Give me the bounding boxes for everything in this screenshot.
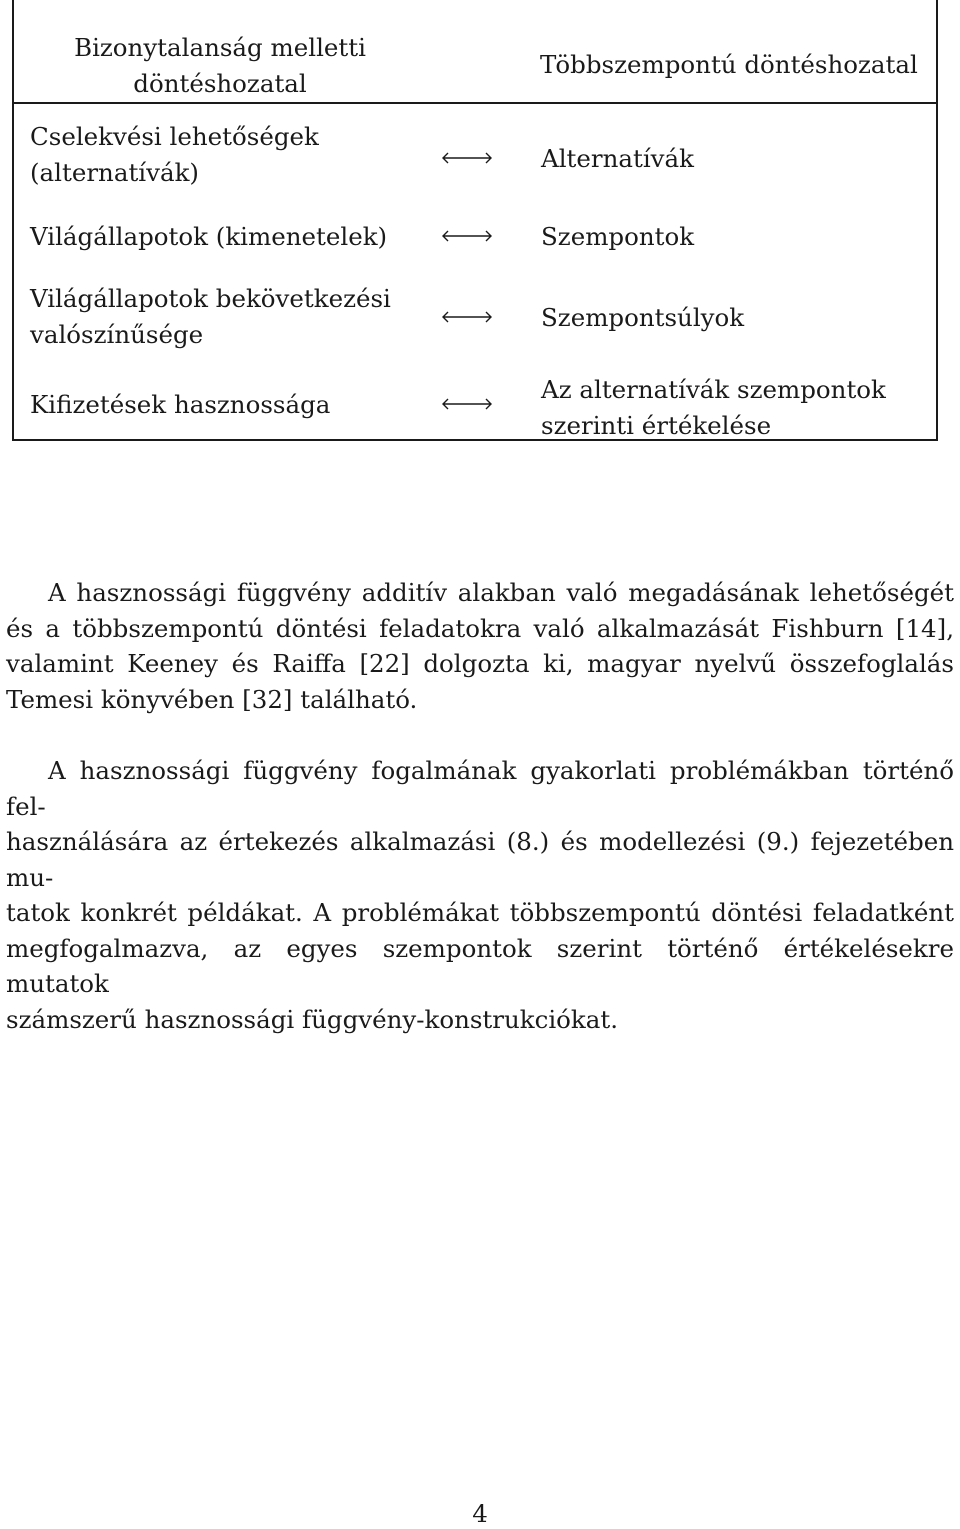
long-left-right-arrow-icon — [442, 397, 492, 411]
paragraph-2 — [6, 753, 954, 1037]
table-row-4-right: Az alternatívák szempontok szerinti értékelése — [541, 375, 886, 440]
table-row-3-right: Szempontsúlyok — [541, 303, 745, 332]
paragraph-line: tatok konkrét példákat. A problémákat többszempontú döntési feladatként — [6, 898, 954, 927]
long-left-right-arrow-icon — [442, 151, 492, 165]
paragraph-line: számszerű hasznossági függvény-konstrukciókat. — [6, 1004, 619, 1034]
table-row-4-left: Kifizetések hasznossága — [30, 390, 331, 419]
paragraph-line: megfogalmazva, az egyes szempontok szerint történő értékelésekre mutatok — [6, 933, 954, 998]
paragraph-line: Temesi könyvében [32] található. — [6, 684, 418, 714]
paragraph-line: valamint Keeney és Raiffa [22] dolgozta ki, magyar nyelvű összefoglalás — [6, 649, 954, 678]
paragraph-line: A hasznossági függvény fogalmának gyakorlati problémákban történő fel- — [6, 756, 954, 821]
table-header-left: Bizonytalanság melletti döntéshozatal — [74, 33, 366, 98]
long-left-right-arrow-icon — [442, 229, 492, 243]
paragraph-1 — [6, 575, 954, 717]
paragraph-line: A hasznossági függvény additív alakban való megadásának lehetőségét — [48, 578, 954, 607]
table-header-rule — [12, 102, 938, 104]
paragraph-line: és a többszempontú döntési feladatokra való alkalmazását Fishburn [14], — [6, 613, 954, 643]
table-row-1-left: Cselekvési lehetőségek (alternatívák) — [30, 122, 319, 187]
long-left-right-arrow-icon — [442, 310, 492, 324]
table-header-right: Többszempontú döntéshozatal — [540, 50, 918, 79]
table-row-1-right: Alternatívák — [541, 144, 694, 173]
table-row-3-left: Világállapotok bekövetkezési valószínűsége — [30, 284, 391, 349]
table-row-2-left: Világállapotok (kimenetelek) — [30, 222, 388, 251]
paragraph-line: használására az értekezés alkalmazási (8.) és modellezési (9.) fejezetében mu- — [6, 827, 954, 892]
page-number: 4 — [472, 1499, 488, 1528]
table-row-2-right: Szempontok — [541, 222, 695, 251]
